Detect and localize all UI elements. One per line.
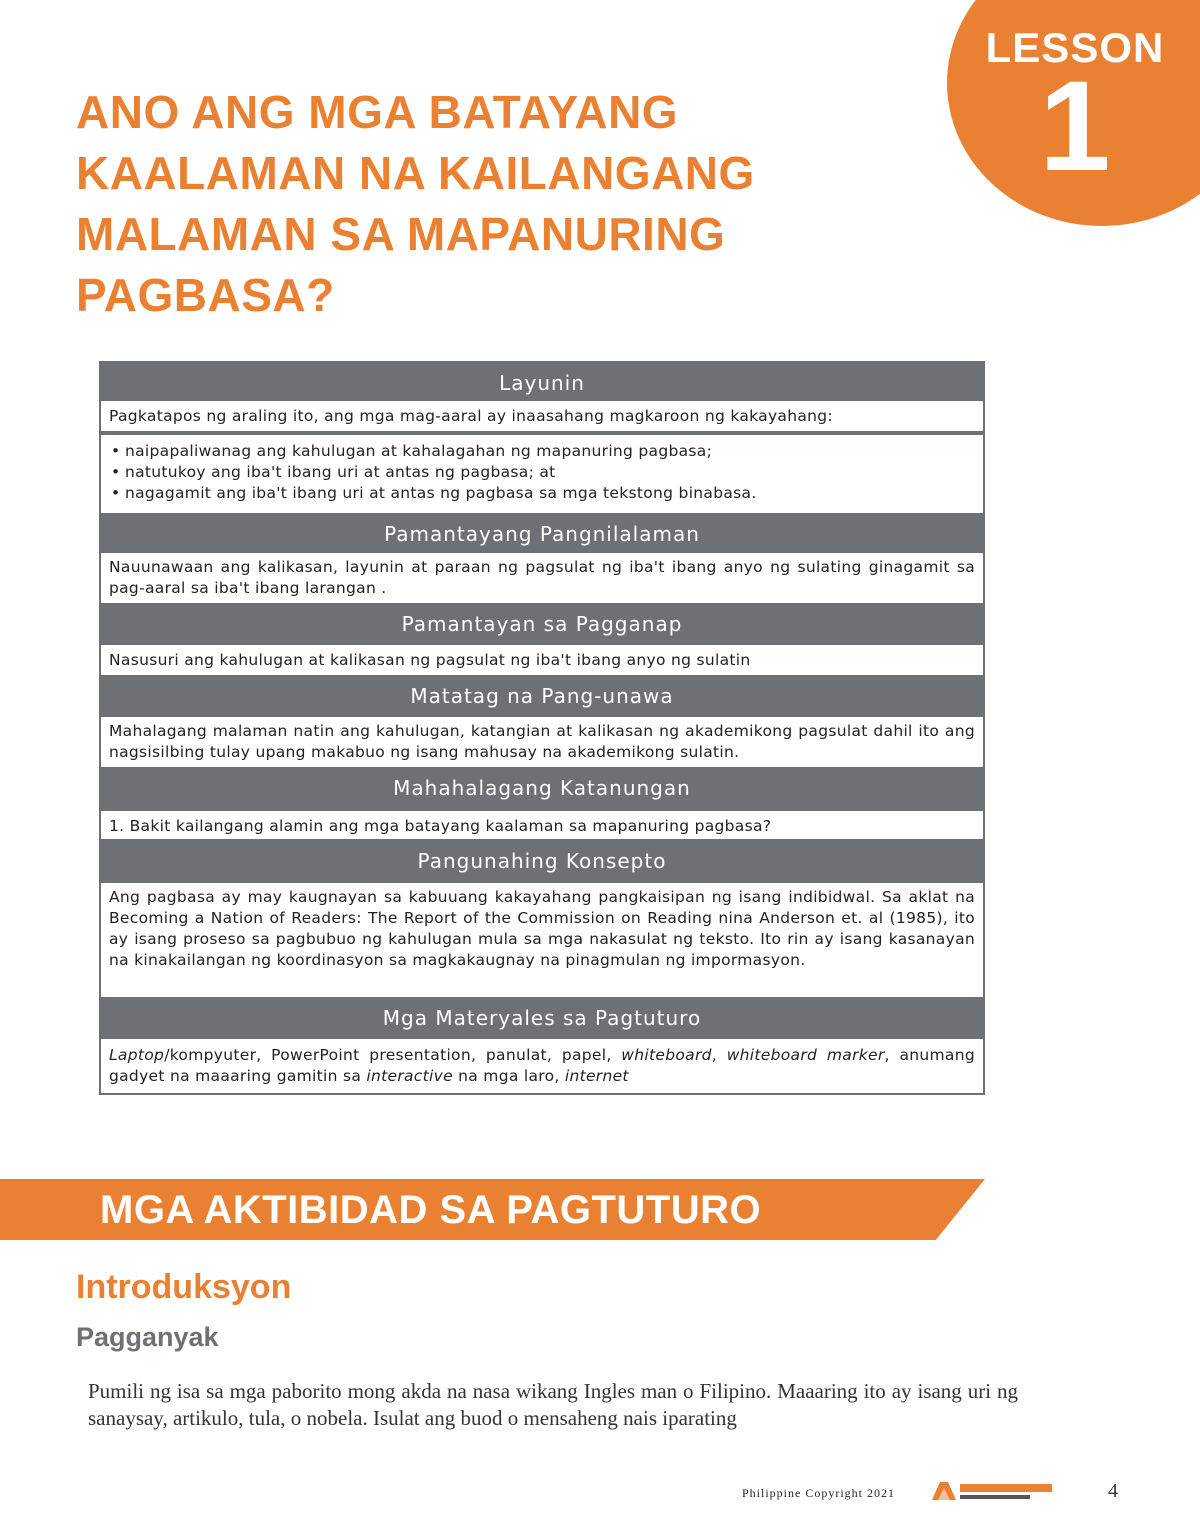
- pagganap-text: Nasusuri ang kahulugan at kalikasan ng pagsulat ng iba't ibang anyo ng sulatin: [101, 645, 983, 675]
- text-segment: /kompyuter, PowerPoint presentation, panulat, papel,: [164, 1046, 622, 1064]
- text-segment: internet: [564, 1067, 629, 1085]
- pagganap-heading: Pamantayan sa Pagganap: [101, 603, 983, 645]
- sub-heading: Pagganyak: [76, 1322, 219, 1352]
- lesson-label: LESSON: [985, 24, 1165, 71]
- lesson-number: 1: [1039, 55, 1111, 198]
- materyales-heading: Mga Materyales sa Pagtuturo: [101, 997, 983, 1039]
- text-segment: Laptop: [109, 1046, 165, 1064]
- layunin-intro: Pagkatapos ng araling ito, ang mga mag-aaral ay inaasahang magkaroon ng kakayahang:: [101, 401, 983, 431]
- section-banner-title: MGA AKTIBIDAD SA PAGTUTURO: [100, 1188, 762, 1232]
- pangnilalaman-text: Nauunawaan ang kalikasan, layunin at paraan ng pagsulat ng iba't ibang anyo ng sulating ginagamit sa pag-aaral sa iba't ibang larangan .: [101, 553, 983, 603]
- body-paragraph: Pumili ng isa sa mga paborito mong akda na nasa wikang Ingles man o Filipino. Maaaring ito ay isang uri ng sanaysay, artikulo, tula, o nobela. Isulat ang buod o mensaheng nais iparating: [88, 1379, 1018, 1430]
- pangunawa-text: Mahalagang malaman natin ang kahulugan, katangian at kalikasan ng akademikong pagsulat dahil ito ang nagsisilbing tulay upang makabuo ng isang mahusay na akademikong sulatin.: [101, 717, 983, 767]
- page-number: 4: [1108, 1480, 1118, 1502]
- pangunawa-heading: Matatag na Pang-unawa: [101, 675, 983, 717]
- layunin-list-box: [101, 435, 983, 513]
- pangnilalaman-heading: Pamantayang Pangnilalaman: [101, 513, 983, 553]
- layunin-heading: Layunin: [101, 363, 983, 401]
- text-segment: whiteboard: [621, 1046, 712, 1064]
- text-segment: interactive: [366, 1067, 453, 1085]
- konsepto-heading: Pangunahing Konsepto: [101, 839, 983, 883]
- list-item: • natutukoy ang iba't ibang uri at antas ng pagbasa; at: [109, 462, 975, 483]
- text-segment: na mga laro,: [452, 1067, 565, 1085]
- katanungan-text: 1. Bakit kailangang alamin ang mga batayang kaalaman sa mapanuring pagbasa?: [101, 811, 983, 839]
- katanungan-heading: Mahahalagang Katanungan: [101, 767, 983, 811]
- materyales-text: [101, 1039, 983, 1093]
- text-segment: whiteboard marker: [726, 1046, 885, 1064]
- lesson-info-table: [99, 361, 985, 1095]
- page-title: ANO ANG MGA BATAYANG KAALAMAN NA KAILANGANG MALAMAN SA MAPANURING PAGBASA?: [76, 86, 755, 321]
- text-segment: , anumang gadyet na maaaring gamitin sa: [109, 1046, 975, 1085]
- layunin-list: [109, 441, 975, 504]
- konsepto-text: Ang pagbasa ay may kaugnayan sa kabuuang kakayahang pangkaisipan ng isang indibidwal. Sa aklat na Becoming a Nation of Readers: The Report of the Commission on Reading nina Anderson et. al (1985), ito ay isang proseso sa pagbubuo ng kahulugan mula sa mga nakasulat ng teksto. Ito rin ay isang kasanayan na kinakailangan ng koordinasyon sa magkakaugnay na pinagmulan ng impormasyon.: [101, 883, 983, 997]
- list-item: • naipapaliwanag ang kahulugan at kahalagahan ng mapanuring pagbasa;: [109, 441, 975, 462]
- list-item: • nagagamit ang iba't ibang uri at antas ng pagbasa sa mga tekstong binabasa.: [109, 483, 975, 504]
- text-segment: ,: [711, 1046, 727, 1064]
- intro-heading: Introduksyon: [76, 1268, 292, 1306]
- publisher-logo-icon: [930, 1476, 1055, 1504]
- copyright-text: Philippine Copyright 2021: [742, 1486, 896, 1500]
